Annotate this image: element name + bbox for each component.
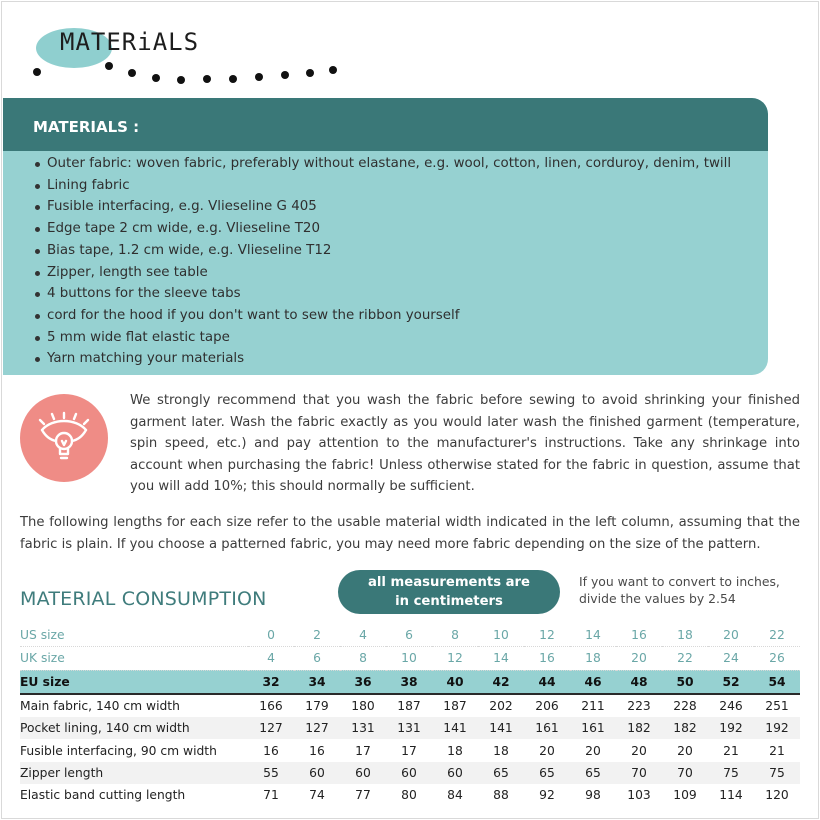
materials-item: Edge tape 2 cm wide, e.g. Vlieseline T20: [47, 218, 768, 240]
row-label: Pocket lining, 140 cm width: [20, 717, 248, 739]
table-cell: 21: [769, 743, 785, 758]
table-cell: 223: [627, 699, 651, 714]
table-cell: 192: [754, 717, 800, 739]
table-cell: 180: [351, 699, 375, 714]
materials-item: Outer fabric: woven fabric, preferably without elastane, e.g. wool, cotton, linen, corduroy, denim, twill: [47, 153, 768, 175]
table-cell: 42: [478, 670, 524, 694]
materials-item: Fusible interfacing, e.g. Vlieseline G 405: [47, 196, 768, 218]
table-cell: 46: [570, 670, 616, 694]
elastic-band-row: [20, 784, 800, 806]
table-cell: 141: [478, 717, 524, 739]
table-cell: 211: [581, 699, 605, 714]
table-cell: 20: [708, 624, 754, 647]
table-cell: 34: [294, 670, 340, 694]
convert-note-line2: divide the values by 2.54: [579, 591, 736, 606]
table-cell: 166: [259, 699, 283, 714]
eye-lightbulb-icon: [36, 410, 92, 466]
table-cell: 36: [340, 670, 386, 694]
table-cell: 60: [386, 762, 432, 784]
units-badge: [338, 570, 560, 614]
materials-item: Zipper, length see table: [47, 262, 768, 284]
table-cell: 131: [386, 717, 432, 739]
table-cell: 26: [754, 647, 800, 670]
table-cell: 38: [386, 670, 432, 694]
table-cell: 77: [355, 788, 371, 803]
materials-item: Yarn matching your materials: [47, 348, 768, 370]
wash-icon-circle: [20, 394, 108, 482]
row-label: EU size: [20, 670, 248, 694]
table-cell: 18: [493, 743, 509, 758]
table-cell: 21: [723, 743, 739, 758]
table-cell: 60: [340, 762, 386, 784]
us-size-row: [20, 624, 800, 647]
table-cell: 187: [397, 699, 421, 714]
convert-note-line1: If you want to convert to inches,: [579, 574, 780, 589]
table-cell: 52: [708, 670, 754, 694]
table-cell: 75: [708, 762, 754, 784]
table-cell: 6: [386, 624, 432, 647]
table-cell: 114: [719, 788, 743, 803]
table-cell: 16: [616, 624, 662, 647]
table-cell: 246: [719, 699, 743, 714]
table-cell: 60: [432, 762, 478, 784]
table-cell: 71: [263, 788, 279, 803]
table-cell: 18: [447, 743, 463, 758]
table-cell: 48: [616, 670, 662, 694]
table-cell: 8: [340, 647, 386, 670]
table-cell: 84: [447, 788, 463, 803]
lengths-note: The following lengths for each size refer to the usable material width indicated in the left column, assuming that the fabric is plain. If you choose a patterned fabric, you may need more fabric depending on the size of the pattern.: [20, 515, 800, 552]
table-cell: 65: [570, 762, 616, 784]
table-cell: 70: [662, 762, 708, 784]
table-cell: 4: [340, 624, 386, 647]
consumption-title: MATERIAL CONSUMPTION: [20, 588, 267, 610]
table-cell: 10: [386, 647, 432, 670]
table-cell: 14: [478, 647, 524, 670]
table-cell: 32: [248, 670, 294, 694]
table-cell: 65: [524, 762, 570, 784]
table-cell: 22: [754, 624, 800, 647]
row-label: Elastic band cutting length: [20, 788, 186, 803]
row-label: Fusible interfacing, 90 cm width: [20, 743, 217, 758]
table-cell: 20: [585, 743, 601, 758]
table-cell: 88: [493, 788, 509, 803]
units-badge-line2: in centimeters: [395, 594, 503, 609]
table-cell: 80: [401, 788, 417, 803]
table-cell: 127: [248, 717, 294, 739]
table-cell: 202: [489, 699, 513, 714]
materials-item: 5 mm wide flat elastic tape: [47, 327, 768, 349]
table-cell: 92: [539, 788, 555, 803]
table-cell: 109: [673, 788, 697, 803]
table-cell: 54: [754, 670, 800, 694]
table-cell: 75: [754, 762, 800, 784]
table-cell: 8: [432, 624, 478, 647]
materials-item: 4 buttons for the sleeve tabs: [47, 283, 768, 305]
wash-recommendation-text: We strongly recommend that you wash the fabric before sewing to avoid shrinking your finished garment later. Wash the fabric exactly as you would later wash the finished garment (temperature, spin speed, etc.) and pay attention to the manufacturer's instructions. Take any shrinkage into account when purchasing the fabric! Unless otherwise stated for the fabric in question, assume that you will add 10%; this should normally be sufficient.: [130, 393, 800, 494]
materials-list: [3, 153, 768, 370]
table-cell: 20: [616, 647, 662, 670]
materials-item: Bias tape, 1.2 cm wide, e.g. Vlieseline T12: [47, 240, 768, 262]
table-cell: 17: [355, 743, 371, 758]
table-cell: 4: [248, 647, 294, 670]
eu-size-row: [20, 670, 800, 694]
table-cell: 17: [401, 743, 417, 758]
table-cell: 187: [443, 699, 467, 714]
table-cell: 40: [432, 670, 478, 694]
table-cell: 16: [524, 647, 570, 670]
row-label: Zipper length: [20, 762, 248, 784]
row-label: Main fabric, 140 cm width: [20, 699, 180, 714]
table-cell: 20: [677, 743, 693, 758]
units-badge-line1: all measurements are: [368, 575, 530, 590]
materials-item: Lining fabric: [47, 175, 768, 197]
main-fabric-row: [20, 694, 800, 717]
consumption-table: [20, 624, 800, 806]
pocket-lining-row: [20, 717, 800, 739]
table-cell: 127: [294, 717, 340, 739]
table-cell: 22: [662, 647, 708, 670]
row-label: UK size: [20, 647, 248, 670]
table-cell: 50: [662, 670, 708, 694]
table-cell: 161: [570, 717, 616, 739]
table-cell: 192: [708, 717, 754, 739]
table-cell: 179: [305, 699, 329, 714]
page-title: MATERiALS: [60, 28, 200, 56]
table-cell: 70: [616, 762, 662, 784]
table-cell: 12: [432, 647, 478, 670]
table-cell: 18: [570, 647, 616, 670]
table-cell: 20: [539, 743, 555, 758]
materials-heading: MATERIALS :: [3, 98, 768, 151]
table-cell: 74: [309, 788, 325, 803]
table-cell: 16: [309, 743, 325, 758]
table-cell: 182: [616, 717, 662, 739]
table-cell: 14: [570, 624, 616, 647]
table-cell: 16: [263, 743, 279, 758]
materials-panel: [3, 98, 768, 375]
uk-size-row: [20, 647, 800, 670]
row-label: US size: [20, 624, 248, 647]
table-cell: 182: [662, 717, 708, 739]
table-cell: 18: [662, 624, 708, 647]
table-cell: 120: [765, 788, 789, 803]
table-cell: 228: [673, 699, 697, 714]
table-cell: 24: [708, 647, 754, 670]
table-cell: 44: [524, 670, 570, 694]
table-cell: 98: [585, 788, 601, 803]
zipper-length-row: [20, 762, 800, 784]
table-cell: 20: [631, 743, 647, 758]
materials-item: cord for the hood if you don't want to sew the ribbon yourself: [47, 305, 768, 327]
table-cell: 2: [294, 624, 340, 647]
table-cell: 10: [478, 624, 524, 647]
table-cell: 141: [432, 717, 478, 739]
table-cell: 206: [535, 699, 559, 714]
table-cell: 251: [765, 699, 789, 714]
fusible-interfacing-row: [20, 739, 800, 761]
table-cell: 0: [248, 624, 294, 647]
table-cell: 6: [294, 647, 340, 670]
table-cell: 60: [294, 762, 340, 784]
table-cell: 161: [524, 717, 570, 739]
table-cell: 12: [524, 624, 570, 647]
table-cell: 65: [478, 762, 524, 784]
table-cell: 103: [627, 788, 651, 803]
table-cell: 55: [248, 762, 294, 784]
table-cell: 131: [340, 717, 386, 739]
convert-note: [579, 573, 799, 607]
